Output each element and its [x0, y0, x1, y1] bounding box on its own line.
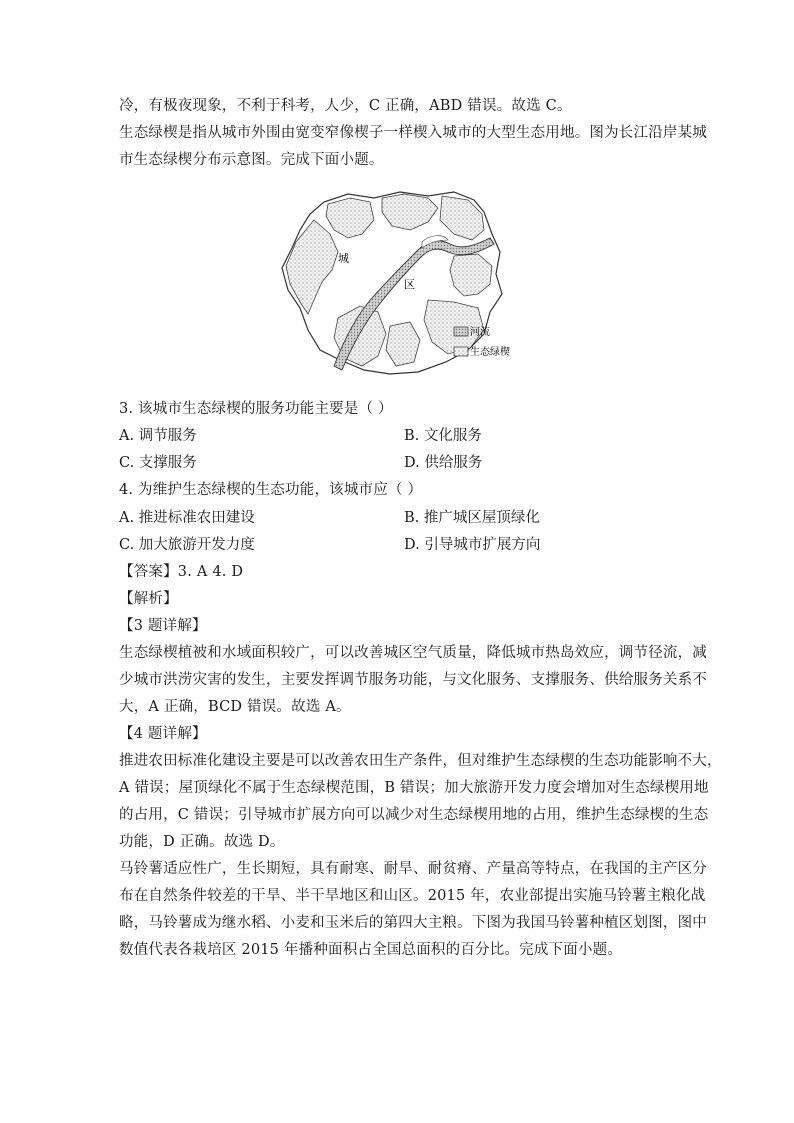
option-4d: D. 引导城市扩展方向: [404, 537, 541, 553]
text-line: 少城市洪涝灾害的发生，主要发挥调节服务功能，与文化服务、支撑服务、供给服务关系不: [119, 672, 707, 688]
text-line: 略，马铃薯成为继水稻、小麦和玉米后的第四大主粮。下图为我国马铃薯种植区划图，图中: [119, 915, 707, 931]
option-4b: B. 推广城区屋顶绿化: [404, 510, 540, 526]
text-line: 的占用，C 错误；引导城市扩展方向可以减少对生态绿楔用地的占用，维护生态绿楔的生态: [119, 807, 709, 823]
legend-wedge-label: 生态绿楔: [470, 347, 510, 358]
text-line: 冷，有极夜现象，不利于科考，人少，C 正确，ABD 错误。故选 C。: [119, 98, 572, 114]
question-4: 4. 为维护生态绿楔的生态功能，该城市应（ ）: [119, 482, 423, 498]
text-line: 功能，D 正确。故选 D。: [119, 834, 285, 850]
text-line: 大，A 正确，BCD 错误。故选 A。: [119, 699, 351, 715]
city-label-2: 区: [404, 278, 415, 291]
answer-line: 【答案】3. A 4. D: [119, 564, 244, 580]
option-3c: C. 支撑服务: [119, 455, 197, 471]
text-line: 布在自然条件较差的干旱、半干旱地区和山区。2015 年，农业部提出实施马铃薯主粮化战: [119, 888, 706, 904]
option-3d: D. 供给服务: [404, 455, 483, 471]
option-4c: C. 加大旅游开发力度: [119, 537, 255, 553]
text-line: 推进农田标准化建设主要是可以改善农田生产条件，但对维护生态绿楔的生态功能影响不大，: [119, 753, 722, 769]
text-line: 马铃薯适应性广，生长期短，具有耐寒、耐旱、耐贫瘠、产量高等特点，在我国的主产区分: [119, 861, 707, 877]
text-line: 生态绿楔植被和水域面积较广，可以改善城区空气质量，降低城市热岛效应，调节径流，减: [119, 645, 707, 661]
option-3b: B. 文化服务: [404, 428, 482, 444]
analysis-heading: 【解析】: [119, 591, 178, 607]
option-4a: A. 推进标准农田建设: [119, 510, 255, 526]
legend-river-swatch: [454, 327, 468, 336]
text-line: 生态绿楔是指从城市外围由宽变窄像楔子一样楔入城市的大型生态用地。图为长江沿岸某城: [119, 125, 707, 141]
legend-river-label: 河流: [470, 327, 490, 338]
eco-wedge-map: [278, 190, 538, 378]
text-line: 市生态绿楔分布示意图。完成下面小题。: [119, 152, 384, 168]
text-line: A 错误；屋顶绿化不属于生态绿楔范围，B 错误；加大旅游开发力度会增加对生态绿楔用地: [119, 780, 709, 796]
detail-4-heading: 【4 题详解】: [119, 726, 207, 742]
text-line: 数值代表各栽培区 2015 年播种面积占全国总面积的百分比。完成下面小题。: [119, 942, 623, 958]
city-label-1: 城: [338, 252, 349, 265]
option-3a: A. 调节服务: [119, 428, 197, 444]
legend-wedge-swatch: [454, 347, 468, 356]
question-3: 3. 该城市生态绿楔的服务功能主要是（ ）: [119, 401, 393, 417]
detail-3-heading: 【3 题详解】: [119, 618, 207, 634]
